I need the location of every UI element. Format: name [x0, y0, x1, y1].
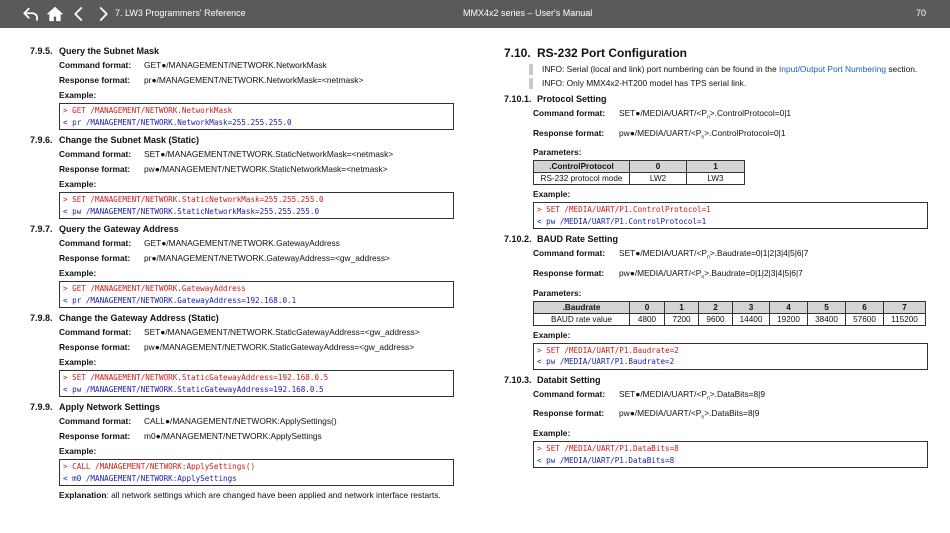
table-cell: BAUD rate value: [534, 313, 630, 325]
table-cell: 57600: [846, 313, 884, 325]
example-response: < pw /MANAGEMENT/NETWORK.StaticGatewayAddress=192.168.0.5: [63, 384, 324, 394]
example-send: > SET /MANAGEMENT/NETWORK.StaticNetworkMask=255.255.255.0: [63, 195, 324, 204]
section-7-9-9: 7.9.9. Apply Network Settings Command format: CALL●/MANAGEMENT/NETWORK:ApplySettings() Response format: m0●/MANAGEMENT/NETWORK:ApplySettings Example: > CALL /MANAGEMENT/NETWORK:ApplySettings() < m0 /MANAGEMENT/NETWORK:ApplySettings Explanation: all network settings which are changed have been applied and network interface restarts.: [30, 402, 454, 500]
table-header-cell: 0: [630, 301, 665, 313]
command-format-label: Command format:: [533, 248, 606, 259]
section-7-10-3: 7.10.3. Databit Setting Command format: $SET●/MEDIA/UART/<P_n>.DataBits=8|9$ Response format: $pw●/MEDIA/UART/<P_n>.DataBits=8|9$ Example: > SET /MEDIA/UART/P1.DataBits=8 < pw /MEDIA/UART/P1.DataBits=8: [504, 375, 928, 468]
section-number: 7.9.8.: [30, 313, 53, 323]
section-7-10-heading: [504, 46, 928, 60]
explanation-text: : all network settings which are changed have been applied and network interface restarts.: [106, 490, 441, 500]
table-cell: 7200: [665, 313, 699, 325]
table-header-cell: 6: [846, 301, 884, 313]
section-number: 7.9.6.: [30, 135, 53, 145]
response-format-label: Response format:: [59, 253, 131, 263]
table-cell: 115200: [884, 313, 926, 325]
example-code-box: [59, 192, 454, 219]
top-bar: [0, 0, 950, 28]
baudrate-parameter-table: [533, 301, 926, 326]
example-label: Example: [533, 189, 568, 200]
manual-title: MMX4x2 series – User's Manual: [463, 8, 593, 18]
table-cell: 9600: [699, 313, 733, 325]
example-response: < m0 /MANAGEMENT/NETWORK:ApplySettings: [63, 473, 237, 483]
response-format: $pw●/MEDIA/UART/<P_n>.ControlProtocol=0|1$: [619, 127, 786, 141]
section-7-9-8: 7.9.8. Change the Gateway Address (Static) Command format: SET●/MANAGEMENT/NETWORK.StaticGatewayAddress=<gw_address> Response format: pw●/MANAGEMENT/NETWORK.StaticGatewayAddress=<gw_address> Example: > SET /MANAGEMENT/NETWORK.StaticGatewayAddress=192.168.0.5 < pw /MANAGEMENT/NETWORK.StaticGatewayAddress=192.168.0.5: [30, 313, 454, 397]
response-format-label: Response format:: [59, 431, 131, 441]
response-format: pr●/MANAGEMENT/NETWORK.NetworkMask=<netmask>: [144, 75, 364, 85]
example-label: Example: [533, 329, 568, 340]
example-code-box: [533, 202, 928, 229]
table-cell: RS-232 protocol mode: [534, 173, 630, 185]
section-title: Query the Gateway Address: [59, 224, 179, 234]
info-note-1: [529, 64, 928, 75]
section-number: 7.9.5.: [30, 46, 53, 56]
table-cell: 4800: [630, 313, 665, 325]
example-response: < pr /MANAGEMENT/NETWORK.NetworkMask=255.255.255.0: [63, 117, 292, 127]
response-format: pr●/MANAGEMENT/NETWORK.GatewayAddress=<gw_address>: [144, 253, 390, 263]
left-column: [30, 46, 454, 500]
parameters-label: Parameters: [533, 147, 579, 158]
example-response: < pw /MEDIA/UART/P1.ControlProtocol=1: [537, 216, 707, 226]
command-format-label: Command format:: [59, 60, 132, 70]
table-header-cell: .ControlProtocol: [534, 161, 630, 173]
section-title: Apply Network Settings: [59, 402, 161, 412]
example-response: < pw /MEDIA/UART/P1.DataBits=8: [537, 455, 675, 465]
response-format-label: Response format:: [533, 127, 605, 138]
example-send: > SET /MEDIA/UART/P1.DataBits=8: [537, 444, 679, 454]
back-arrow-icon[interactable]: [22, 5, 40, 23]
table-row: [534, 313, 926, 325]
home-icon[interactable]: [46, 5, 64, 23]
example-response: < pw /MANAGEMENT/NETWORK.StaticNetworkMask=255.255.255.0: [63, 206, 320, 216]
table-header-cell: 1: [687, 161, 745, 173]
info-text: INFO: Serial (local and link) port numbering can be found in the: [542, 64, 779, 74]
example-send: > SET /MEDIA/UART/P1.Baudrate=2: [537, 345, 679, 355]
table-cell: LW2: [630, 173, 687, 185]
table-cell: LW3: [687, 173, 745, 185]
table-cell: 38400: [808, 313, 846, 325]
response-format-label: Response format:: [533, 408, 605, 419]
response-format: $pw●/MEDIA/UART/<P_n>.Baudrate=0|1|2|3|4|5|6|7$: [619, 268, 803, 281]
table-header-row: [534, 301, 926, 313]
command-format-label: Command format:: [59, 416, 132, 426]
table-header-row: [534, 161, 745, 173]
section-title: RS-232 Port Configuration: [537, 46, 688, 60]
port-numbering-link[interactable]: Input/Output Port Numbering: [778, 64, 887, 74]
info-note-2: INFO: Only MMX4x2-HT200 model has TPS serial link.: [529, 78, 928, 89]
example-code-box: [533, 343, 928, 370]
example-label: Example: [59, 90, 94, 100]
example-label: Example: [533, 428, 568, 439]
parameters-label: Parameters: [533, 287, 579, 298]
command-format: SET●/MANAGEMENT/NETWORK.StaticNetworkMask=<netmask>: [144, 149, 394, 159]
example-label: Example: [59, 357, 94, 367]
nav-icons: [0, 5, 112, 23]
example-send: > SET /MANAGEMENT/NETWORK.StaticGatewayAddress=192.168.0.5: [63, 373, 329, 382]
explanation: [59, 491, 454, 500]
response-format-label: Response format:: [59, 75, 131, 85]
protocol-parameter-table: [533, 160, 745, 185]
section-title: Databit Setting: [537, 374, 601, 385]
section-title: Query the Subnet Mask: [59, 46, 160, 56]
example-code-box: [59, 459, 454, 486]
info-text: section.: [886, 64, 918, 74]
section-title: Change the Subnet Mask (Static): [59, 135, 200, 145]
example-label: Example: [59, 446, 94, 456]
response-format-label: Response format:: [533, 268, 605, 279]
section-number: 7.10.: [504, 46, 531, 60]
command-format: GET●/MANAGEMENT/NETWORK.NetworkMask: [144, 60, 327, 70]
section-7-10-1: 7.10.1. Protocol Setting Command format: $SET●/MEDIA/UART/<P_n>.ControlProtocol=0|1$ Response format: $pw●/MEDIA/UART/<P_n>.ControlProtocol=0|1$ Parameters: .ControlProtocol 0 1 RS-232 protocol mode LW2 LW3 Example: > SET /MEDIA/UART/P1.ControlProtocol=1 < pw /MEDIA/UART/P1.ControlProtocol=1: [504, 94, 928, 229]
example-send: > GET /MANAGEMENT/NETWORK.GatewayAddress: [63, 284, 246, 293]
section-7-9-7: 7.9.7. Query the Gateway Address Command format: GET●/MANAGEMENT/NETWORK.GatewayAddress Response format: pr●/MANAGEMENT/NETWORK.GatewayAddress=<gw_address> Example: > GET /MANAGEMENT/NETWORK.GatewayAddress < pr /MANAGEMENT/NETWORK.GatewayAddress=192.168.0.1: [30, 224, 454, 308]
example-response: < pr /MANAGEMENT/NETWORK.GatewayAddress=192.168.0.1: [63, 295, 297, 305]
command-format-label: Command format:: [59, 327, 132, 337]
table-cell: 19200: [770, 313, 808, 325]
chevron-right-icon[interactable]: [94, 5, 112, 23]
section-title: Protocol Setting: [537, 94, 607, 104]
command-format: $SET●/MEDIA/UART/<P_n>.DataBits=8|9$: [619, 388, 766, 402]
section-number: 7.10.1.: [504, 94, 532, 104]
example-code-box: [59, 103, 454, 130]
response-format: m0●/MANAGEMENT/NETWORK:ApplySettings: [144, 431, 322, 441]
response-format: $pw●/MEDIA/UART/<P_n>.DataBits=8|9$: [619, 408, 760, 422]
table-header-cell: 5: [808, 301, 846, 313]
section-number: 7.9.7.: [30, 224, 53, 234]
explanation-label: Explanation: [59, 490, 107, 500]
command-format-label: Command format:: [533, 108, 606, 118]
response-format: pw●/MANAGEMENT/NETWORK.StaticNetworkMask=<netmask>: [144, 164, 388, 174]
example-response: < pw /MEDIA/UART/P1.Baudrate=2: [537, 357, 675, 367]
table-header-cell: 4: [770, 301, 808, 313]
command-format-label: Command format:: [59, 238, 132, 248]
table-header-cell: 0: [630, 161, 687, 173]
response-format-label: Response format:: [59, 342, 131, 352]
table-header-cell: 3: [733, 301, 770, 313]
section-title: BAUD Rate Setting: [537, 234, 619, 245]
section-number: 7.9.9.: [30, 402, 53, 412]
command-format: $SET●/MEDIA/UART/<P_n>.ControlProtocol=0|1$: [619, 108, 792, 121]
section-number: 7.10.2.: [504, 234, 532, 245]
command-format-label: Command format:: [59, 149, 132, 159]
example-code-box: [533, 441, 928, 468]
command-format: CALL●/MANAGEMENT/NETWORK:ApplySettings(): [144, 416, 337, 426]
example-send: > GET /MANAGEMENT/NETWORK.NetworkMask: [63, 106, 233, 115]
response-format: pw●/MANAGEMENT/NETWORK.StaticGatewayAddress=<gw_address>: [144, 342, 415, 352]
example-label: Example: [59, 179, 94, 189]
table-row: [534, 173, 745, 185]
section-7-9-5: 7.9.5. Query the Subnet Mask Command format: GET●/MANAGEMENT/NETWORK.NetworkMask Response format: pr●/MANAGEMENT/NETWORK.NetworkMask=<netmask> Example: > GET /MANAGEMENT/NETWORK.NetworkMask < pr /MANAGEMENT/NETWORK.NetworkMask=255.255.255.0: [30, 46, 454, 130]
section-number: 7.10.3.: [504, 374, 532, 385]
command-format-label: Command format:: [533, 388, 606, 399]
table-cell: 14400: [733, 313, 770, 325]
example-send: > CALL /MANAGEMENT/NETWORK:ApplySettings(): [63, 462, 256, 471]
section-7-9-6: 7.9.6. Change the Subnet Mask (Static) Command format: SET●/MANAGEMENT/NETWORK.StaticNetworkMask=<netmask> Response format: pw●/MANAGEMENT/NETWORK.StaticNetworkMask=<netmask> Example: > SET /MANAGEMENT/NETWORK.StaticNetworkMask=255.255.255.0 < pw /MANAGEMENT/NETWORK.StaticNetworkMask=255.255.255.0: [30, 135, 454, 219]
command-format: SET●/MANAGEMENT/NETWORK.StaticGatewayAddress=<gw_address>: [144, 327, 420, 337]
response-format-label: Response format:: [59, 164, 131, 174]
table-header-cell: 7: [884, 301, 926, 313]
command-format: GET●/MANAGEMENT/NETWORK.GatewayAddress: [144, 238, 340, 248]
table-header-cell: 1: [665, 301, 699, 313]
chevron-left-icon[interactable]: [70, 5, 88, 23]
example-send: > SET /MEDIA/UART/P1.ControlProtocol=1: [537, 205, 711, 215]
command-format: $SET●/MEDIA/UART/<P_n>.Baudrate=0|1|2|3|4|5|6|7$: [619, 248, 809, 262]
example-label: Example: [59, 268, 94, 278]
chapter-title: 7. LW3 Programmers' Reference: [115, 8, 246, 18]
page-number: 70: [915, 8, 926, 18]
table-header-cell: 2: [699, 301, 733, 313]
section-7-10-2: 7.10.2. BAUD Rate Setting Command format: $SET●/MEDIA/UART/<P_n>.Baudrate=0|1|2|3|4|5|6|7$ Response format: $pw●/MEDIA/UART/<P_n>.Baudrate=0|1|2|3|4|5|6|7$ Parameters: .Baudrate 0 1 2 3 4 5 6 7 BAUD rate value 4800 7200 9600 14400 19200 38400 57600 115200 Example: > SET /MEDIA/UART/P1.Baudrate=2 < pw /MEDIA/UART/P1.Baudrate=2: [504, 234, 928, 369]
example-code-box: [59, 370, 454, 397]
right-column: [504, 46, 928, 473]
example-code-box: [59, 281, 454, 308]
table-header-cell: .Baudrate: [534, 301, 630, 313]
section-title: Change the Gateway Address (Static): [59, 313, 219, 323]
